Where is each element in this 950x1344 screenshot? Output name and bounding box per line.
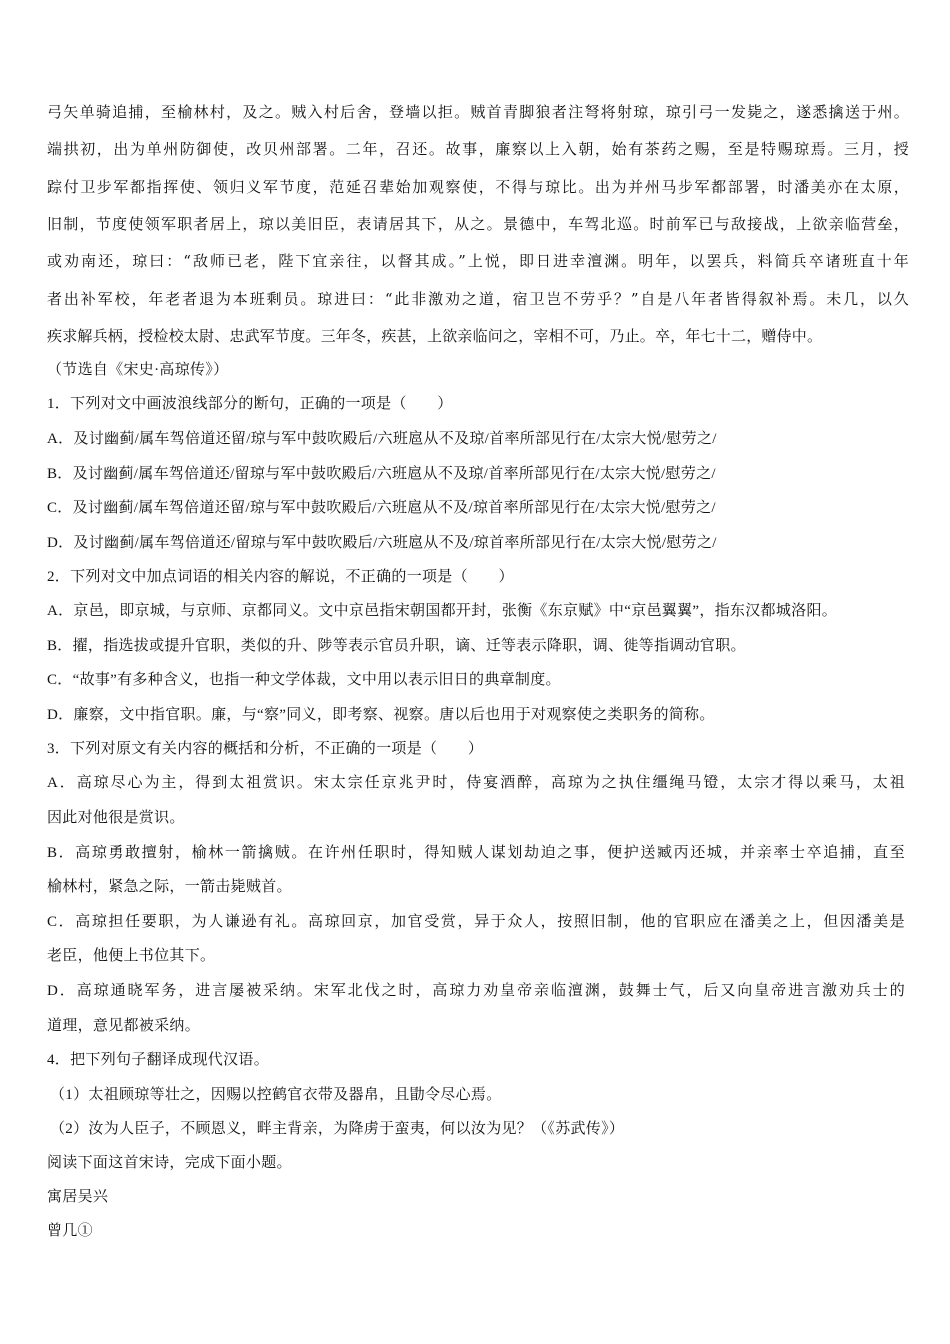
passage-line: 或劝南还，琼曰：“敌师已老，陛下宜亲往，以督其成。”上悦，即日进幸澶渊。明年，以罢兵，料简兵卒诸班直十年 xyxy=(47,252,909,270)
translation-item-1: （1）太祖顾琼等壮之，因赐以控鹤官衣带及器帛，且勖令尽心焉。 xyxy=(50,1087,502,1103)
option-b: B．擢，指选拔或提升官职，类似的升、陟等表示官员升职，谪、迁等表示降职，调、徙等指调动官职。 xyxy=(47,638,746,654)
passage-line: 者出补军校，年老者退为本班剩员。琼进曰：“此非激劝之道，宿卫岂不劳乎？”自是八年者皆得叙补焉。未几，以久 xyxy=(47,290,909,308)
option-c: C．及讨幽蓟/属车驾倍道还留/琼与军中鼓吹殿后/六班扈从不及/琼首率所部见行在/太宗大悦/慰劳之/ xyxy=(47,500,716,516)
question-stem: 3．下列对原文有关内容的概括和分析，不正确的一项是（ ） xyxy=(47,741,484,757)
passage-line: 踪付卫步军都指挥使、领归义军节度，范延召辈始加观察使，不得与琼比。出为并州马步军都部署，时潘美亦在太原， xyxy=(47,178,909,196)
option-c-line1: C．高琼担任要职，为人谦逊有礼。高琼回京，加官受赏，异于众人，按照旧制，他的官职应在潘美之上，但因潘美是 xyxy=(47,914,905,930)
poem-author: 曾几① xyxy=(47,1223,93,1239)
option-b-line1: B．高琼勇敢擅射，榆林一箭擒贼。在许州任职时，得知贼人谋划劫迫之事，便护送臧丙还城，并亲率士卒追捕，直至 xyxy=(47,845,905,861)
translation-item-2: （2）汝为人臣子，不顾恩义，畔主背亲，为降虏于蛮夷，何以汝为见？（《苏武传》） xyxy=(50,1121,625,1137)
option-a-line1: A．高琼尽心为主，得到太祖赏识。宋太宗任京兆尹时，侍宴酒醉，高琼为之执住缰绳马镫，太宗才得以乘马，太祖 xyxy=(47,775,905,791)
question-stem: 4．把下列句子翻译成现代汉语。 xyxy=(47,1052,270,1068)
option-b-line2: 榆林村，紧急之际，一箭击毙贼首。 xyxy=(47,879,292,895)
source-note: （节选自《宋史·高琼传》） xyxy=(47,362,229,378)
poem-title: 寓居吴兴 xyxy=(47,1189,109,1205)
passage-line: 弓矢单骑追捕，至榆林村，及之。贼入村后舍，登墙以拒。贼首青脚狼者注弩将射琼，琼引弓一发毙之，遂悉擒送于州。 xyxy=(47,103,909,121)
question-stem: 2．下列对文中加点词语的相关内容的解说，不正确的一项是（ ） xyxy=(47,569,514,585)
option-c-line2: 老臣，他便上书位其下。 xyxy=(47,948,216,964)
passage-line: 端拱初，出为单州防御使，改贝州部署。二年，召还。故事，廉察以上入朝，始有茶药之赐，至是特赐琼焉。三月，授 xyxy=(47,140,909,158)
question-stem: 1．下列对文中画波浪线部分的断句，正确的一项是（ ） xyxy=(47,396,453,412)
passage-line: 疾求解兵柄，授检校太尉、忠武军节度。三年冬，疾甚，上欲亲临问之，宰相不可，乃止。卒，年七十二，赠侍中。 xyxy=(47,327,823,345)
passage-line: 旧制，节度使领军职者居上，琼以美旧臣，表请居其下，从之。景德中，车驾北巡。时前军已与敌接战，上欲亲临营垒， xyxy=(47,215,909,233)
option-d-line1: D．高琼通晓军务，进言屡被采纳。宋军北伐之时，高琼力劝皇帝亲临澶渊，鼓舞士气，后又向皇帝进言激劝兵士的 xyxy=(47,983,905,999)
option-d-line2: 道理，意见都被采纳。 xyxy=(47,1018,201,1034)
option-d: D．及讨幽蓟/属车驾倍道还/留琼与军中鼓吹殿后/六班扈从不及/琼首率所部见行在/太宗大悦/慰劳之/ xyxy=(47,535,717,551)
option-d: D．廉察，文中指官职。廉，与“察”同义，即考察、视察。唐以后也用于对观察使之类职务的简称。 xyxy=(47,707,715,723)
option-c: C．“故事”有多种含义，也指一种文学体裁，文中用以表示旧日的典章制度。 xyxy=(47,672,561,688)
option-a-line2: 因此对他很是赏识。 xyxy=(47,810,185,826)
option-a: A．京邑，即京城，与京师、京都同义。文中京邑指宋朝国都开封，张衡《东京赋》中“京邑翼翼”，指东汉都城洛阳。 xyxy=(47,603,838,619)
poem-instruction: 阅读下面这首宋诗，完成下面小题。 xyxy=(47,1155,292,1171)
option-a: A．及讨幽蓟/属车驾倍道还留/琼与军中鼓吹殿后/六班扈从不及琼/首率所部见行在/太宗大悦/慰劳之/ xyxy=(47,431,717,447)
option-b: B．及讨幽蓟/属车驾倍道还/留琼与军中鼓吹殿后/六班扈从不及琼/首率所部见行在/太宗大悦/慰劳之/ xyxy=(47,466,716,482)
